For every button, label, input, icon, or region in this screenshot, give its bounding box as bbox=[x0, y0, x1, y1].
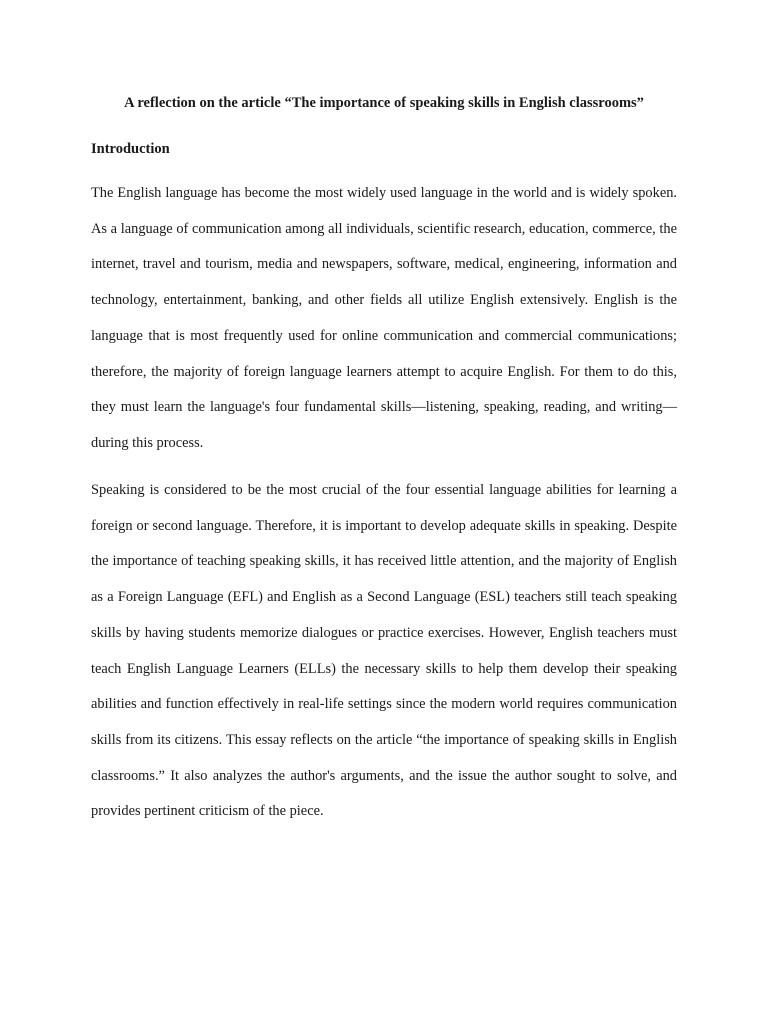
paragraph-1: The English language has become the most widely used language in the world and is widely spoken. As a language of communication among all individuals, scientific research, education, commerce, the internet, travel and tourism, media and newspapers, software, medical, engineering, information and technology, entertainment, banking, and other fields all utilize English extensively. English is the language that is most frequently used for online communication and commercial communications; therefore, the majority of foreign language learners attempt to acquire English. For them to do this, they must learn the language's four fundamental skills—listening, speaking, reading, and writing—during this process. bbox=[91, 185, 677, 451]
paragraph-2: Speaking is considered to be the most crucial of the four essential language abilities for learning a foreign or second language. Therefore, it is important to develop adequate skills in speaking. Despite the importance of teaching speaking skills, it has received little attention, and the majority of English as a Foreign Language (EFL) and English as a Second Language (ESL) teachers still teach speaking skills by having students memorize dialogues or practice exercises. However, English teachers must teach English Language Learners (ELLs) the necessary skills to help them develop their speaking abilities and function effectively in real-life settings since the modern world requires communication skills from its citizens. This essay reflects on the article “the importance of speaking skills in English classrooms.” It also analyzes the author's arguments, and the issue the author sought to solve, and provides pertinent criticism of the piece. bbox=[91, 482, 677, 820]
section-heading-introduction: Introduction bbox=[91, 141, 170, 157]
document-title: A reflection on the article “The importance of speaking skills in English classrooms” bbox=[124, 95, 644, 111]
